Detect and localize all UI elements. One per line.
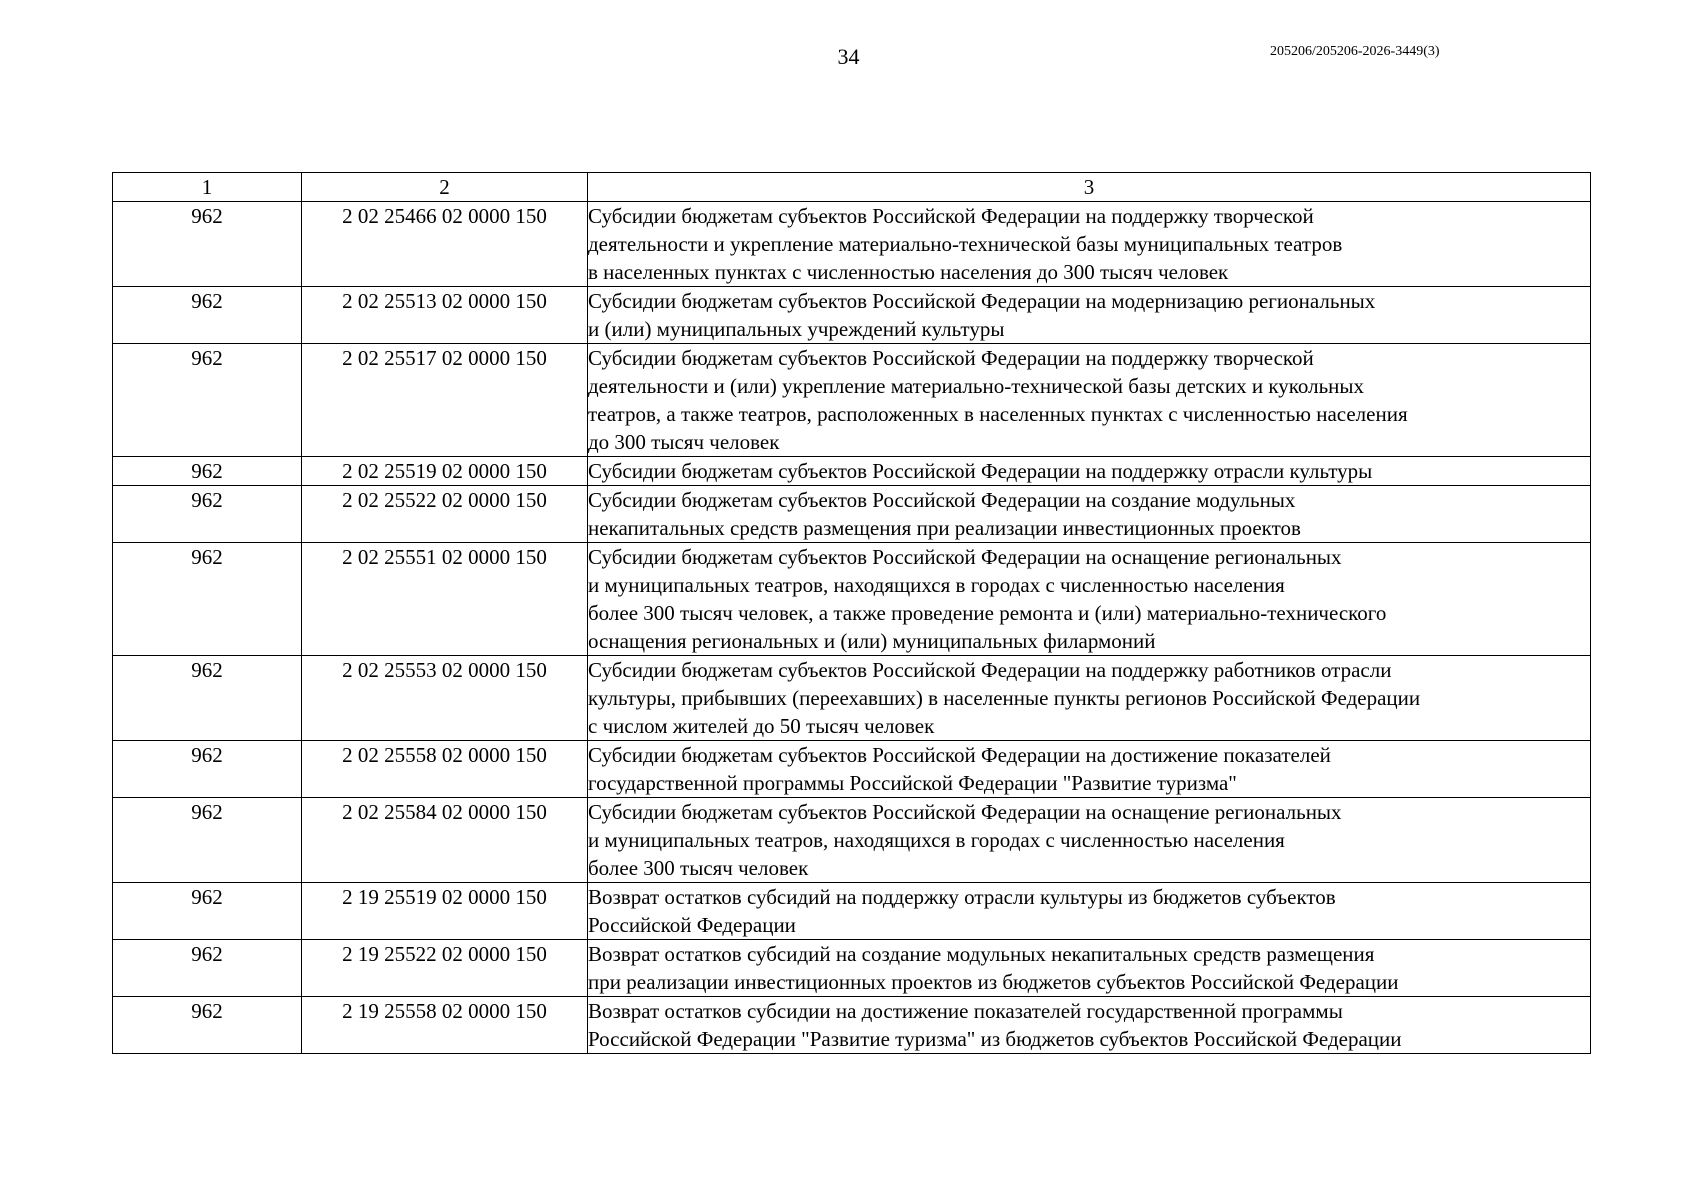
income-name-line: Субсидии бюджетам субъектов Российской Федерации на поддержку работников отрасли xyxy=(588,658,1392,682)
table-row xyxy=(113,287,1591,344)
income-name-cell xyxy=(588,883,1591,940)
income-name-line: Возврат остатков субсидий на создание модульных некапитальных средств размещения xyxy=(588,942,1375,966)
income-name-line: более 300 тысяч человек, а также проведение ремонта и (или) материально-технического xyxy=(588,601,1387,625)
table-row xyxy=(113,656,1591,741)
admin-code-cell: 962 xyxy=(113,997,302,1054)
income-name-cell xyxy=(588,457,1591,486)
income-name-line: Субсидии бюджетам субъектов Российской Федерации на поддержку творческой xyxy=(588,204,1314,228)
table-row xyxy=(113,741,1591,798)
income-code-cell: 2 02 25513 02 0000 150 xyxy=(302,287,588,344)
income-name-cell xyxy=(588,543,1591,656)
admin-code-cell: 962 xyxy=(113,486,302,543)
table-row xyxy=(113,940,1591,997)
income-name-line: театров, а также театров, расположенных в населенных пунктах с численностью населения xyxy=(588,402,1408,426)
table-row xyxy=(113,798,1591,883)
table-row xyxy=(113,202,1591,287)
income-name-line: государственной программы Российской Федерации "Развитие туризма" xyxy=(588,771,1237,795)
table-row xyxy=(113,344,1591,457)
income-name-line: с числом жителей до 50 тысяч человек xyxy=(588,714,935,738)
income-code-cell: 2 02 25551 02 0000 150 xyxy=(302,543,588,656)
income-code-cell: 2 02 25522 02 0000 150 xyxy=(302,486,588,543)
income-name-line: деятельности и (или) укрепление материально-технической базы детских и кукольных xyxy=(588,374,1365,398)
table-row xyxy=(113,543,1591,656)
admin-code-cell: 962 xyxy=(113,457,302,486)
income-code-cell: 2 02 25553 02 0000 150 xyxy=(302,656,588,741)
table-row xyxy=(113,486,1591,543)
page-number: 34 xyxy=(837,44,860,69)
income-name-line: деятельности и укрепление материально-технической базы муниципальных театров xyxy=(588,232,1343,256)
income-name-cell xyxy=(588,997,1591,1054)
income-code-cell: 2 19 25558 02 0000 150 xyxy=(302,997,588,1054)
income-name-line: Субсидии бюджетам субъектов Российской Федерации на поддержку творческой xyxy=(588,346,1314,370)
income-name-cell xyxy=(588,940,1591,997)
table-row xyxy=(113,457,1591,486)
income-name-line: Российской Федерации xyxy=(588,913,796,937)
table-row xyxy=(113,883,1591,940)
income-name-cell xyxy=(588,287,1591,344)
income-name-line: Возврат остатков субсидий на поддержку отрасли культуры из бюджетов субъектов xyxy=(588,885,1336,909)
income-name-line: в населенных пунктах с численностью населения до 300 тысяч человек xyxy=(588,260,1229,284)
income-code-cell: 2 02 25519 02 0000 150 xyxy=(302,457,588,486)
column-header-2: 2 xyxy=(302,173,588,202)
admin-code-cell: 962 xyxy=(113,798,302,883)
income-name-line: оснащения региональных и (или) муниципальных филармоний xyxy=(588,629,1156,653)
budget-codes-table xyxy=(112,172,1591,1054)
income-name-line: и (или) муниципальных учреждений культуры xyxy=(588,317,1005,341)
income-code-cell: 2 19 25519 02 0000 150 xyxy=(302,883,588,940)
income-name-line: Российской Федерации "Развитие туризма" из бюджетов субъектов Российской Федерации xyxy=(588,1027,1402,1051)
income-name-line: Субсидии бюджетам субъектов Российской Федерации на достижение показателей xyxy=(588,743,1331,767)
income-name-line: Субсидии бюджетам субъектов Российской Федерации на поддержку отрасли культуры xyxy=(588,459,1373,483)
admin-code-cell: 962 xyxy=(113,741,302,798)
income-code-cell: 2 02 25558 02 0000 150 xyxy=(302,741,588,798)
table-body xyxy=(113,202,1591,1054)
table-row xyxy=(113,997,1591,1054)
income-name-cell xyxy=(588,656,1591,741)
admin-code-cell: 962 xyxy=(113,287,302,344)
income-name-line: более 300 тысяч человек xyxy=(588,856,809,880)
income-code-cell: 2 02 25517 02 0000 150 xyxy=(302,344,588,457)
admin-code-cell: 962 xyxy=(113,940,302,997)
admin-code-cell: 962 xyxy=(113,656,302,741)
admin-code-cell: 962 xyxy=(113,344,302,457)
income-name-line: и муниципальных театров, находящихся в городах с численностью населения xyxy=(588,828,1285,852)
income-name-cell xyxy=(588,202,1591,287)
document-id: 205206/205206-2026-3449(3) xyxy=(1270,44,1440,59)
admin-code-cell: 962 xyxy=(113,202,302,287)
income-name-cell xyxy=(588,798,1591,883)
income-name-line: Возврат остатков субсидии на достижение показателей государственной программы xyxy=(588,999,1343,1023)
admin-code-cell: 962 xyxy=(113,883,302,940)
column-header-1: 1 xyxy=(113,173,302,202)
column-header-3: 3 xyxy=(588,173,1591,202)
table-header-row xyxy=(113,173,1591,202)
income-name-cell xyxy=(588,486,1591,543)
income-name-line: культуры, прибывших (переехавших) в населенные пункты регионов Российской Федерации xyxy=(588,686,1421,710)
admin-code-cell: 962 xyxy=(113,543,302,656)
income-name-line: Субсидии бюджетам субъектов Российской Федерации на создание модульных xyxy=(588,488,1296,512)
income-name-line: и муниципальных театров, находящихся в городах с численностью населения xyxy=(588,573,1285,597)
income-code-cell: 2 19 25522 02 0000 150 xyxy=(302,940,588,997)
income-name-line: Субсидии бюджетам субъектов Российской Федерации на оснащение региональных xyxy=(588,545,1342,569)
income-name-line: некапитальных средств размещения при реализации инвестиционных проектов xyxy=(588,516,1301,540)
income-code-cell: 2 02 25466 02 0000 150 xyxy=(302,202,588,287)
income-name-line: при реализации инвестиционных проектов из бюджетов субъектов Российской Федерации xyxy=(588,970,1399,994)
income-name-line: Субсидии бюджетам субъектов Российской Федерации на модернизацию региональных xyxy=(588,289,1376,313)
income-code-cell: 2 02 25584 02 0000 150 xyxy=(302,798,588,883)
income-name-line: до 300 тысяч человек xyxy=(588,430,780,454)
income-name-line: Субсидии бюджетам субъектов Российской Федерации на оснащение региональных xyxy=(588,800,1342,824)
income-name-cell xyxy=(588,741,1591,798)
income-name-cell xyxy=(588,344,1591,457)
